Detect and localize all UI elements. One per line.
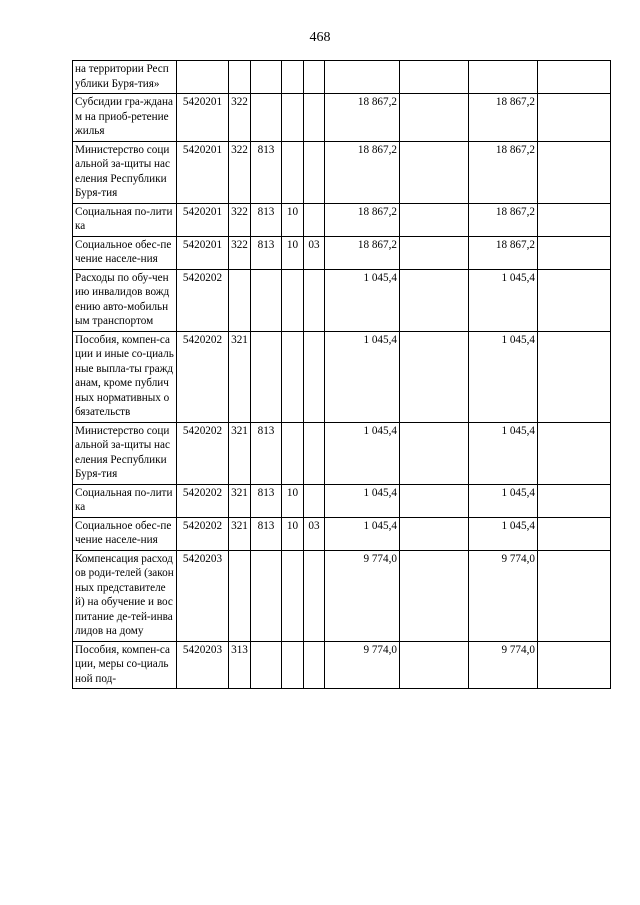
empty-cell <box>538 94 611 142</box>
page-number: 468 <box>309 30 331 45</box>
subsection-code-cell <box>304 331 325 422</box>
section-code-cell <box>282 94 304 142</box>
empty-cell <box>538 269 611 331</box>
empty-cell <box>400 269 469 331</box>
row-name-cell: Социальная по-литика <box>73 484 177 517</box>
budget-table <box>72 60 611 689</box>
amount-cell: 18 867,2 <box>325 203 400 236</box>
table-row <box>73 61 611 94</box>
table-row <box>73 331 611 422</box>
table-row <box>73 422 611 484</box>
amount-total-cell: 9 774,0 <box>469 641 538 689</box>
amount-cell: 9 774,0 <box>325 550 400 641</box>
table-row <box>73 203 611 236</box>
subsection-code-cell: 03 <box>304 517 325 550</box>
row-name-cell: Социальное обес-печение населе-ния <box>73 236 177 269</box>
section-code-cell <box>282 641 304 689</box>
subsection-code-cell <box>304 422 325 484</box>
ministry-code-cell <box>251 61 282 94</box>
amount-total-cell: 1 045,4 <box>469 484 538 517</box>
section-code-cell: 10 <box>282 203 304 236</box>
amount-total-cell: 1 045,4 <box>469 422 538 484</box>
row-name-cell: Расходы по обу-чению инвалидов вождению авто-мобильным транспортом <box>73 269 177 331</box>
target-article-code-cell: 5420203 <box>177 550 229 641</box>
empty-cell <box>400 422 469 484</box>
empty-cell <box>538 422 611 484</box>
row-name-cell: Министерство социальной за-щиты населения Республики Буря-тия <box>73 141 177 203</box>
amount-cell: 18 867,2 <box>325 94 400 142</box>
subsection-code-cell <box>304 484 325 517</box>
empty-cell <box>400 61 469 94</box>
amount-total-cell: 18 867,2 <box>469 203 538 236</box>
amount-cell: 18 867,2 <box>325 141 400 203</box>
ministry-code-cell: 813 <box>251 203 282 236</box>
target-article-code-cell: 5420201 <box>177 236 229 269</box>
empty-cell <box>400 203 469 236</box>
table-row <box>73 484 611 517</box>
amount-cell: 1 045,4 <box>325 269 400 331</box>
target-article-code-cell: 5420202 <box>177 517 229 550</box>
subsection-code-cell <box>304 641 325 689</box>
table-row <box>73 641 611 689</box>
row-name-cell: Субсидии гра-жданам на приоб-ретение жилья <box>73 94 177 142</box>
target-article-code-cell: 5420201 <box>177 203 229 236</box>
empty-cell <box>538 61 611 94</box>
ministry-code-cell: 813 <box>251 484 282 517</box>
amount-cell: 1 045,4 <box>325 484 400 517</box>
empty-cell <box>538 550 611 641</box>
ministry-code-cell: 813 <box>251 141 282 203</box>
empty-cell <box>538 203 611 236</box>
amount-total-cell: 1 045,4 <box>469 517 538 550</box>
ministry-code-cell <box>251 641 282 689</box>
expense-type-code-cell <box>229 550 251 641</box>
row-name-cell: Пособия, компен-сации, меры со-циальной под- <box>73 641 177 689</box>
target-article-code-cell: 5420201 <box>177 94 229 142</box>
ministry-code-cell: 813 <box>251 422 282 484</box>
expense-type-code-cell <box>229 61 251 94</box>
row-name-cell: на территории Республики Буря-тия» <box>73 61 177 94</box>
table-row <box>73 550 611 641</box>
subsection-code-cell <box>304 550 325 641</box>
amount-cell <box>325 61 400 94</box>
subsection-code-cell <box>304 203 325 236</box>
table-row <box>73 517 611 550</box>
expense-type-code-cell: 313 <box>229 641 251 689</box>
amount-total-cell: 18 867,2 <box>469 94 538 142</box>
ministry-code-cell: 813 <box>251 517 282 550</box>
section-code-cell <box>282 550 304 641</box>
ministry-code-cell <box>251 550 282 641</box>
expense-type-code-cell <box>229 269 251 331</box>
empty-cell <box>400 517 469 550</box>
ministry-code-cell <box>251 94 282 142</box>
amount-total-cell: 1 045,4 <box>469 269 538 331</box>
expense-type-code-cell: 322 <box>229 236 251 269</box>
amount-total-cell: 18 867,2 <box>469 141 538 203</box>
empty-cell <box>538 141 611 203</box>
section-code-cell <box>282 141 304 203</box>
expense-type-code-cell: 322 <box>229 203 251 236</box>
section-code-cell <box>282 269 304 331</box>
subsection-code-cell <box>304 141 325 203</box>
amount-total-cell: 9 774,0 <box>469 550 538 641</box>
ministry-code-cell: 813 <box>251 236 282 269</box>
empty-cell <box>538 331 611 422</box>
expense-type-code-cell: 321 <box>229 331 251 422</box>
section-code-cell <box>282 422 304 484</box>
empty-cell <box>400 641 469 689</box>
empty-cell <box>400 141 469 203</box>
empty-cell <box>400 331 469 422</box>
table-row <box>73 236 611 269</box>
subsection-code-cell <box>304 61 325 94</box>
amount-cell: 1 045,4 <box>325 422 400 484</box>
amount-cell: 1 045,4 <box>325 517 400 550</box>
empty-cell <box>400 94 469 142</box>
table-row <box>73 94 611 142</box>
row-name-cell: Социальная по-литика <box>73 203 177 236</box>
amount-total-cell: 1 045,4 <box>469 331 538 422</box>
table-row <box>73 141 611 203</box>
subsection-code-cell <box>304 269 325 331</box>
target-article-code-cell: 5420201 <box>177 141 229 203</box>
empty-cell <box>400 484 469 517</box>
table-row <box>73 269 611 331</box>
amount-cell: 9 774,0 <box>325 641 400 689</box>
target-article-code-cell: 5420202 <box>177 331 229 422</box>
section-code-cell: 10 <box>282 517 304 550</box>
expense-type-code-cell: 321 <box>229 422 251 484</box>
target-article-code-cell <box>177 61 229 94</box>
row-name-cell: Пособия, компен-сации и иные со-циальные выпла-ты гражданам, кроме публичных нормативных обязательств <box>73 331 177 422</box>
empty-cell <box>538 641 611 689</box>
amount-total-cell <box>469 61 538 94</box>
empty-cell <box>538 484 611 517</box>
row-name-cell: Компенсация расходов роди-телей (законных представителей) на обучение и воспитание де-тей-инвалидов на дому <box>73 550 177 641</box>
amount-total-cell: 18 867,2 <box>469 236 538 269</box>
section-code-cell: 10 <box>282 236 304 269</box>
empty-cell <box>400 550 469 641</box>
ministry-code-cell <box>251 269 282 331</box>
expense-type-code-cell: 321 <box>229 484 251 517</box>
empty-cell <box>400 236 469 269</box>
target-article-code-cell: 5420202 <box>177 269 229 331</box>
section-code-cell: 10 <box>282 484 304 517</box>
amount-cell: 18 867,2 <box>325 236 400 269</box>
section-code-cell <box>282 61 304 94</box>
row-name-cell: Министерство социальной за-щиты населения Республики Буря-тия <box>73 422 177 484</box>
subsection-code-cell: 03 <box>304 236 325 269</box>
empty-cell <box>538 517 611 550</box>
target-article-code-cell: 5420202 <box>177 484 229 517</box>
target-article-code-cell: 5420202 <box>177 422 229 484</box>
ministry-code-cell <box>251 331 282 422</box>
subsection-code-cell <box>304 94 325 142</box>
expense-type-code-cell: 322 <box>229 141 251 203</box>
row-name-cell: Социальное обес-печение населе-ния <box>73 517 177 550</box>
amount-cell: 1 045,4 <box>325 331 400 422</box>
empty-cell <box>538 236 611 269</box>
expense-type-code-cell: 321 <box>229 517 251 550</box>
section-code-cell <box>282 331 304 422</box>
target-article-code-cell: 5420203 <box>177 641 229 689</box>
expense-type-code-cell: 322 <box>229 94 251 142</box>
